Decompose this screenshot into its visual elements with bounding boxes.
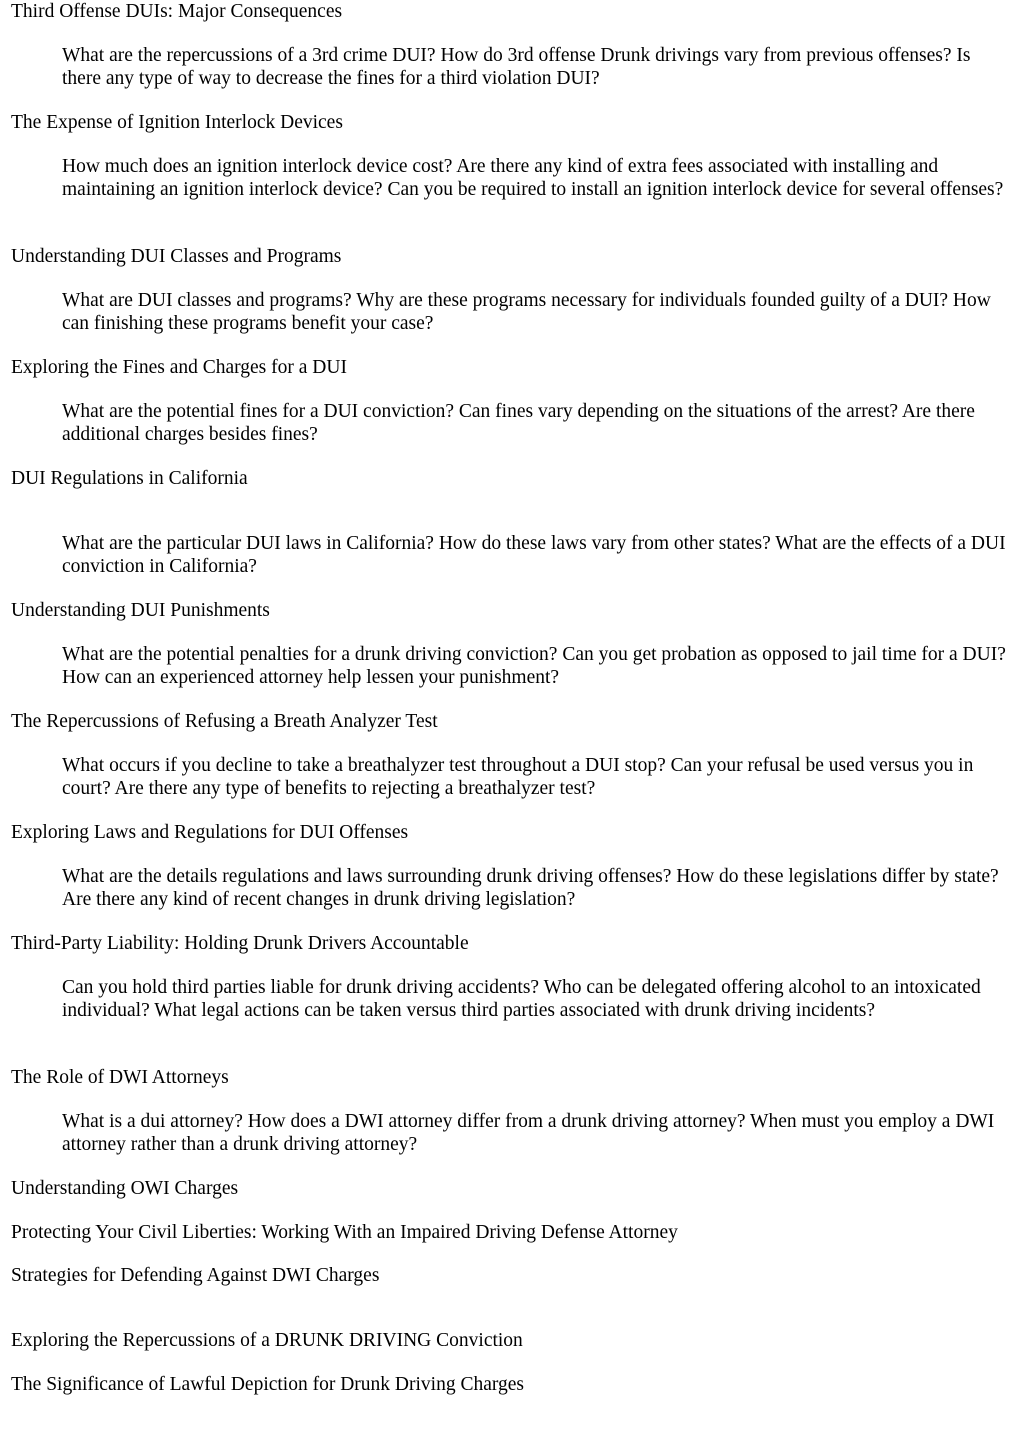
section-title: Understanding DUI Punishments — [11, 600, 270, 621]
section-title: Strategies for Defending Against DWI Charges — [11, 1265, 380, 1286]
section-title: The Expense of Ignition Interlock Devices — [11, 112, 343, 133]
section-description: What are the potential penalties for a drunk driving conviction? Can you get probation as opposed to jail time for a DUI? How can an experienced attorney help lessen your punishment? — [62, 644, 1006, 688]
section-title: Understanding DUI Classes and Programs — [11, 246, 342, 267]
section-description: What is a dui attorney? How does a DWI attorney differ from a drunk driving attorney? When must you employ a DWI attorney rather than a drunk driving attorney? — [62, 1111, 995, 1155]
section-title: Exploring Laws and Regulations for DUI Offenses — [11, 822, 409, 843]
section-description: What are the potential fines for a DUI conviction? Can fines vary depending on the situations of the arrest? Are there additional charges besides fines? — [62, 401, 975, 445]
section-title: The Significance of Lawful Depiction for Drunk Driving Charges — [11, 1374, 524, 1395]
section-title: Third-Party Liability: Holding Drunk Drivers Accountable — [11, 933, 469, 954]
section-description: What are the repercussions of a 3rd crime DUI? How do 3rd offense Drunk drivings vary from previous offenses? Is there any type of way to decrease the fines for a third violation DUI? — [62, 45, 971, 89]
section-title: Protecting Your Civil Liberties: Working With an Impaired Driving Defense Attorney — [11, 1222, 678, 1243]
section-title: Third Offense DUIs: Major Consequences — [11, 1, 343, 22]
section-title: Exploring the Fines and Charges for a DUI — [11, 357, 347, 378]
section-description: How much does an ignition interlock device cost? Are there any kind of extra fees associated with installing and maintaining an ignition interlock device? Can you be required to install an ignition interlock device for several offenses? — [62, 156, 1004, 200]
section-description: What are the details regulations and laws surrounding drunk driving offenses? How do these legislations differ by state? Are there any kind of recent changes in drunk driving legislation? — [62, 866, 999, 910]
section-description: Can you hold third parties liable for drunk driving accidents? Who can be delegated offering alcohol to an intoxicated individual? What legal actions can be taken versus third parties associated with drunk driving incidents? — [62, 977, 981, 1021]
section-description: What are DUI classes and programs? Why are these programs necessary for individuals founded guilty of a DUI? How can finishing these programs benefit your case? — [62, 290, 991, 334]
section-title: Understanding OWI Charges — [11, 1178, 239, 1199]
section-title: DUI Regulations in California — [11, 468, 248, 489]
section-title: The Repercussions of Refusing a Breath Analyzer Test — [11, 711, 438, 732]
section-title: Exploring the Repercussions of a DRUNK DRIVING Conviction — [11, 1330, 523, 1351]
section-description: What are the particular DUI laws in California? How do these laws vary from other states? What are the effects of a DUI conviction in California? — [62, 533, 1006, 577]
section-description: What occurs if you decline to take a breathalyzer test throughout a DUI stop? Can your refusal be used versus you in court? Are there any type of benefits to rejecting a breathalyzer test? — [62, 755, 974, 799]
section-title: The Role of DWI Attorneys — [11, 1067, 229, 1088]
